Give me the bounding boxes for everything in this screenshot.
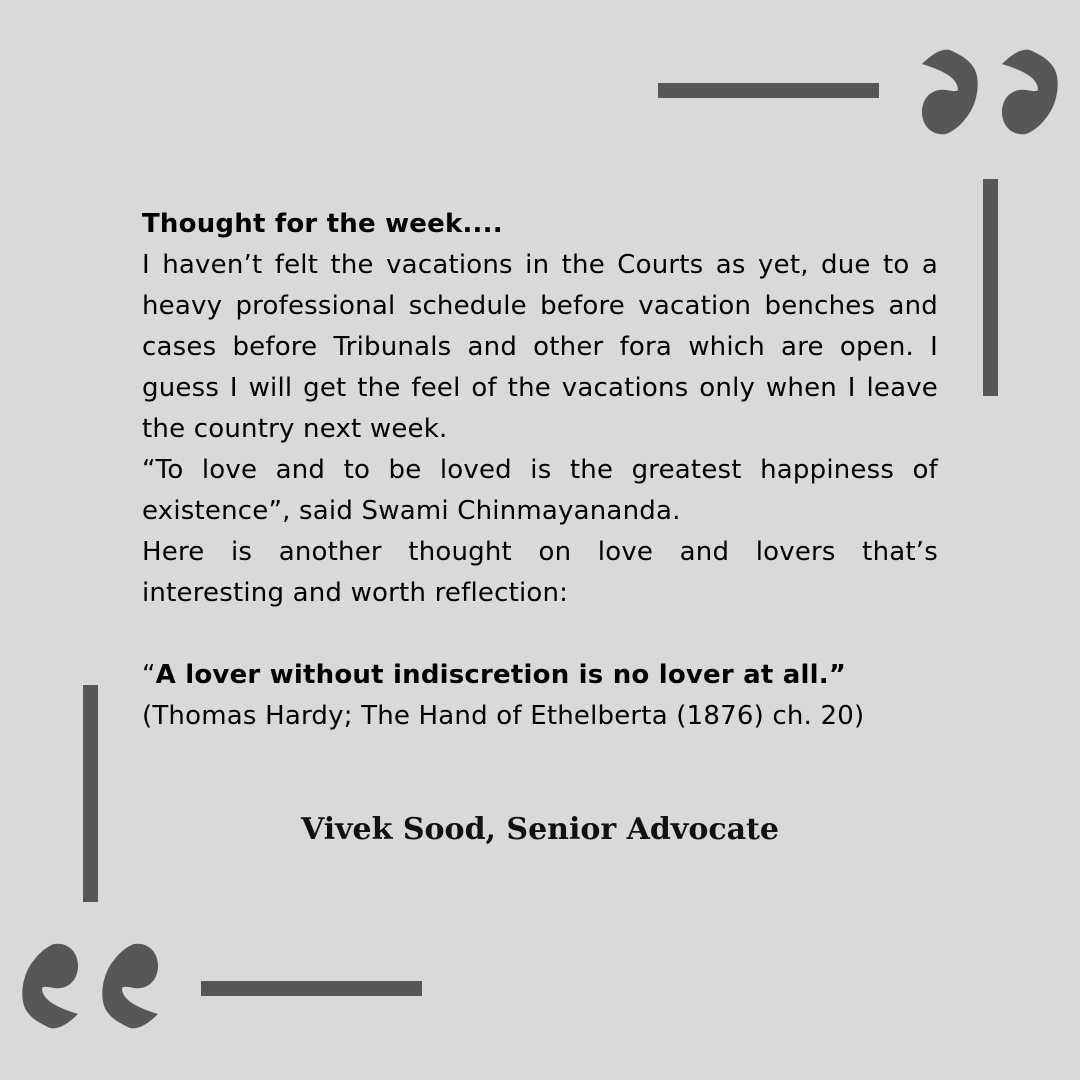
- paragraph-chinmayananda-quote: “To love and to be loved is the greatest happiness of existence”, said Swami Chinmayananda.: [142, 455, 938, 526]
- paragraph-intro-thought: Here is another thought on love and lovers that’s interesting and worth reflection:: [142, 537, 938, 608]
- left-vertical-bar: [83, 685, 98, 902]
- post-heading: Thought for the week....: [142, 209, 503, 239]
- quote-citation: (Thomas Hardy; The Hand of Ethelberta (1876) ch. 20): [142, 701, 865, 731]
- featured-quote: [142, 655, 938, 696]
- quote-open-mark: “: [142, 660, 156, 690]
- paragraph-vacations: I haven’t felt the vacations in the Courts as yet, due to a heavy professional schedule before vacation benches and cases before Tribunals and other fora which are open. I guess I will get the feel of the vacations only when I leave the country next week.: [142, 250, 938, 444]
- closing-quote-icon: [918, 46, 1060, 136]
- author-signature: Vivek Sood, Senior Advocate: [300, 812, 779, 847]
- right-vertical-bar: [983, 179, 998, 396]
- post-body: [142, 204, 938, 737]
- top-horizontal-bar: [658, 83, 879, 98]
- bottom-horizontal-bar: [201, 981, 422, 996]
- quote-text: A lover without indiscretion is no lover at all.”: [155, 660, 847, 690]
- opening-quote-icon: [20, 942, 162, 1032]
